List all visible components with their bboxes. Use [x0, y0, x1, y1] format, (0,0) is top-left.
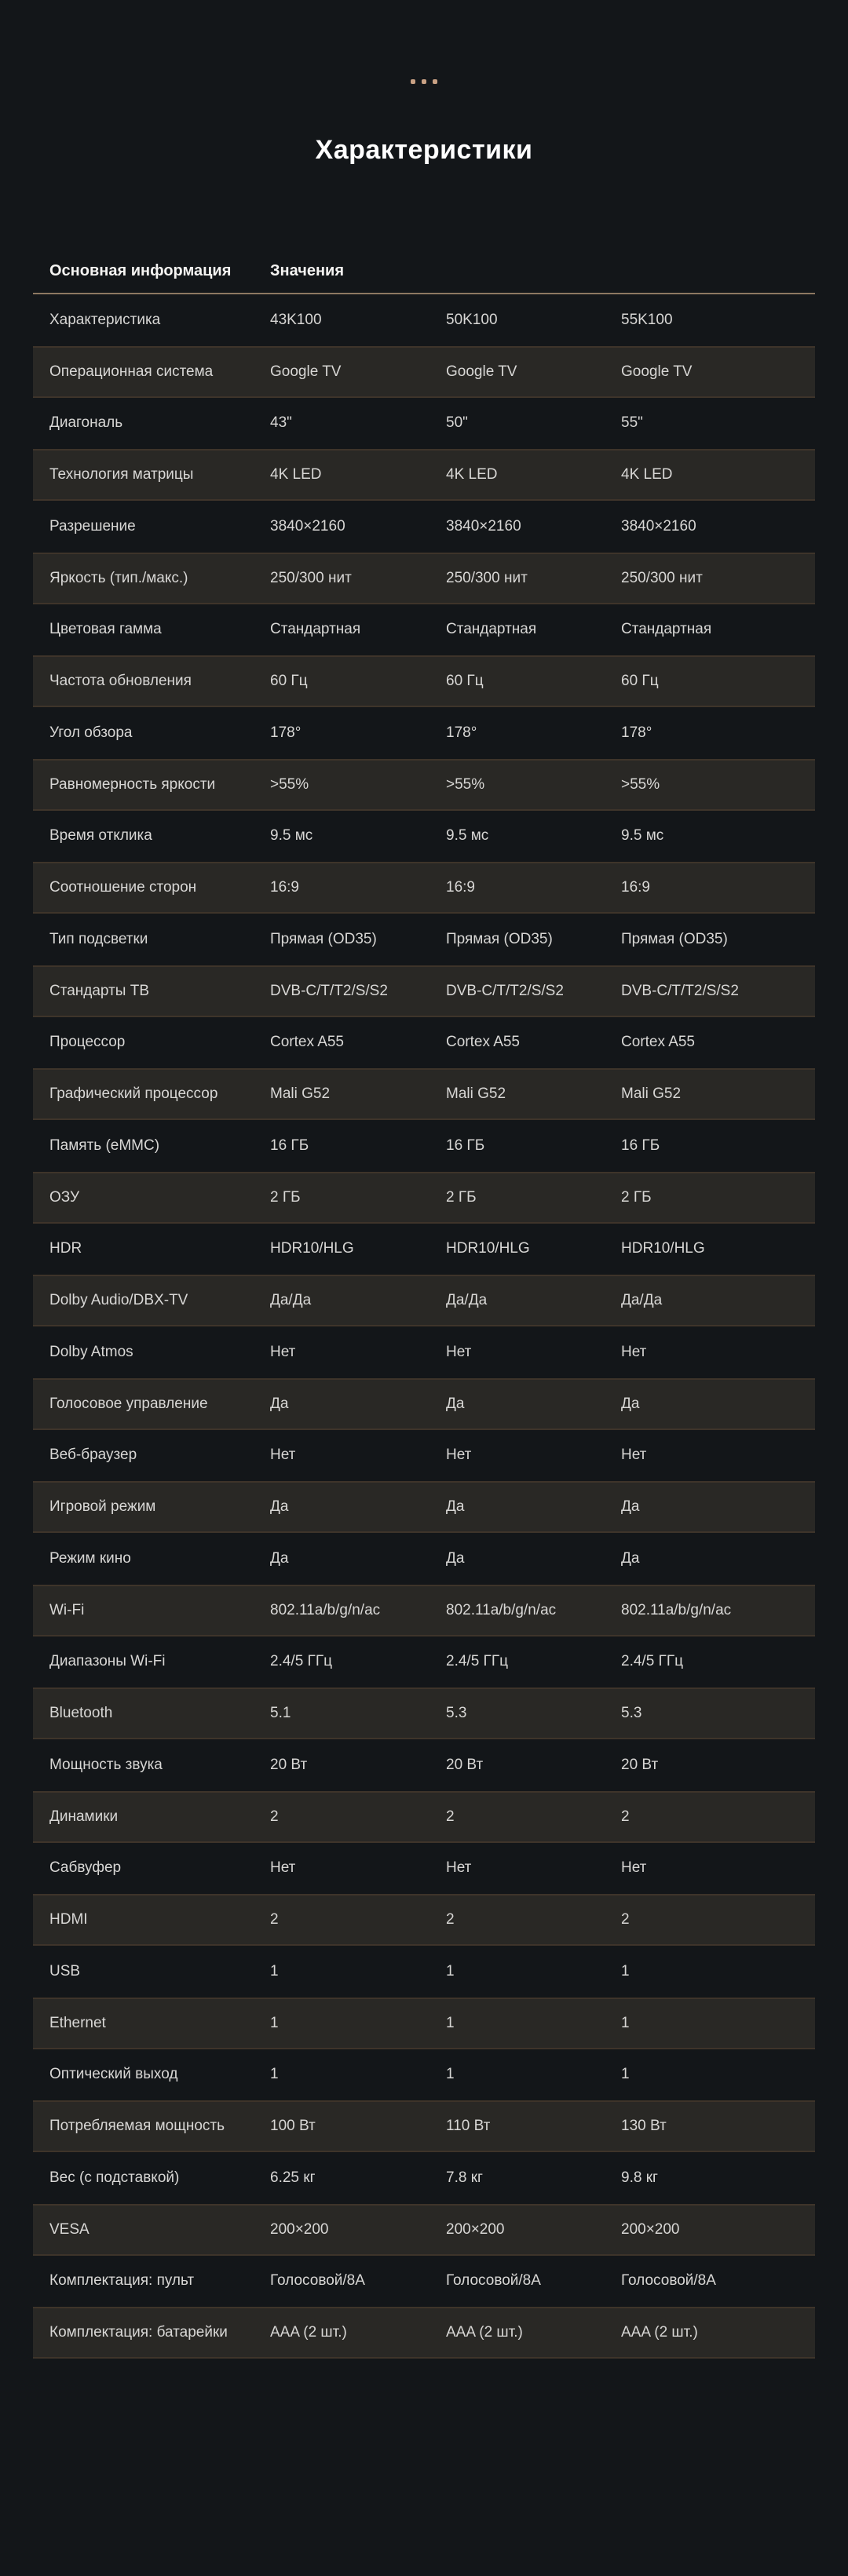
row-value-55k100: Нет: [621, 1859, 647, 1877]
row-value-55k100: Нет: [621, 1343, 647, 1360]
row-label: Диагональ: [49, 414, 123, 432]
row-value-43k100: Да/Да: [270, 1292, 312, 1309]
row-value-43k100: 1: [270, 1962, 279, 1979]
row-value-50k100: 2: [446, 1808, 455, 1825]
row-value-55k100: 20 Вт: [621, 1756, 659, 1773]
row-value-43k100: Google TV: [270, 363, 342, 380]
row-value-55k100: 3840×2160: [621, 517, 696, 535]
row-value-50k100: 178°: [446, 724, 477, 741]
row-label: Комплектация: батарейки: [49, 2324, 228, 2341]
row-value-43k100: Прямая (OD35): [270, 930, 377, 947]
row-value-50k100: 5.3: [446, 1705, 467, 1722]
row-value-43k100: Да: [270, 1498, 289, 1516]
row-value-43k100: Голосовой/8А: [270, 2272, 365, 2290]
row-label: Dolby Atmos: [49, 1343, 133, 1360]
row-value-50k100: 1: [446, 2066, 455, 2083]
row-value-43k100: 2 ГБ: [270, 1188, 301, 1206]
row-value-55k100: 200×200: [621, 2220, 680, 2238]
table-row: [33, 346, 815, 398]
row-value-55k100: 2.4/5 ГГц: [621, 1653, 683, 1670]
row-label: Диапазоны Wi-Fi: [49, 1653, 166, 1670]
table-row: [33, 553, 815, 604]
row-label: Характеристика: [49, 311, 161, 328]
row-label: Время отклика: [49, 827, 152, 845]
row-value-55k100: Прямая (OD35): [621, 930, 728, 947]
row-label: Комплектация: пульт: [49, 2272, 195, 2290]
row-label: Голосовое управление: [49, 1395, 208, 1412]
row-value-43k100: HDR10/HLG: [270, 1240, 354, 1257]
row-value-50k100: 50K100: [446, 311, 498, 328]
table-row: [33, 1224, 815, 1275]
table-row: [33, 759, 815, 811]
row-value-43k100: 200×200: [270, 2220, 329, 2238]
table-row: [33, 914, 815, 965]
row-value-55k100: AAA (2 шт.): [621, 2324, 698, 2341]
row-label: Сабвуфер: [49, 1859, 122, 1877]
row-value-50k100: 16:9: [446, 879, 475, 896]
row-value-50k100: 200×200: [446, 2220, 505, 2238]
row-value-50k100: 110 Вт: [446, 2118, 491, 2135]
table-row: [33, 1946, 815, 1998]
table-row: [33, 2100, 815, 2152]
row-value-50k100: 7.8 кг: [446, 2169, 483, 2186]
row-label: Потребляемая мощность: [49, 2118, 225, 2135]
table-row: [33, 1636, 815, 1688]
row-value-50k100: >55%: [446, 775, 485, 793]
row-value-43k100: 802.11a/b/g/n/ac: [270, 1601, 381, 1618]
row-label: Тип подсветки: [49, 930, 148, 947]
row-label: Стандарты ТВ: [49, 982, 149, 999]
row-value-50k100: 60 Гц: [446, 673, 484, 690]
row-label: Wi-Fi: [49, 1601, 85, 1618]
row-value-43k100: 4K LED: [270, 466, 322, 483]
row-label: Динамики: [49, 1808, 119, 1825]
row-value-43k100: Да: [270, 1549, 289, 1567]
row-value-50k100: Да/Да: [446, 1292, 488, 1309]
row-value-50k100: Прямая (OD35): [446, 930, 553, 947]
row-value-55k100: 4K LED: [621, 466, 673, 483]
row-value-50k100: 2 ГБ: [446, 1188, 477, 1206]
row-value-55k100: Google TV: [621, 363, 693, 380]
row-value-43k100: Стандартная: [270, 621, 361, 638]
table-row: [33, 604, 815, 656]
row-label: Цветовая гамма: [49, 621, 162, 638]
table-row: [33, 707, 815, 759]
row-value-55k100: HDR10/HLG: [621, 1240, 705, 1257]
row-value-43k100: 43": [270, 414, 292, 432]
row-label: Соотношение сторон: [49, 879, 197, 896]
row-value-55k100: Да: [621, 1549, 640, 1567]
row-value-43k100: 16:9: [270, 879, 299, 896]
row-value-50k100: Нет: [446, 1859, 472, 1877]
row-value-50k100: Да: [446, 1549, 465, 1567]
table-row: [33, 2049, 815, 2101]
row-value-50k100: HDR10/HLG: [446, 1240, 530, 1257]
row-value-43k100: Mali G52: [270, 1085, 331, 1103]
table-row: [33, 398, 815, 450]
dot-icon: [422, 79, 426, 84]
row-value-43k100: >55%: [270, 775, 309, 793]
row-value-43k100: 1: [270, 2014, 279, 2031]
row-value-50k100: Да: [446, 1498, 465, 1516]
row-value-50k100: 50": [446, 414, 468, 432]
row-label: VESA: [49, 2220, 90, 2238]
row-label: Графический процессор: [49, 1085, 218, 1103]
row-value-43k100: AAA (2 шт.): [270, 2324, 347, 2341]
row-value-43k100: 20 Вт: [270, 1756, 308, 1773]
table-row: [33, 965, 815, 1017]
table-row: [33, 1688, 815, 1739]
row-value-55k100: Нет: [621, 1447, 647, 1464]
row-value-43k100: 178°: [270, 724, 302, 741]
table-row: [33, 862, 815, 914]
row-value-55k100: 9.5 мс: [621, 827, 664, 845]
row-label: Оптический выход: [49, 2066, 178, 2083]
row-value-50k100: 2: [446, 1911, 455, 1928]
table-row: [33, 1843, 815, 1895]
table-row: [33, 1430, 815, 1482]
spec-table: [33, 259, 815, 2359]
table-row: [33, 449, 815, 501]
row-value-55k100: Да: [621, 1395, 640, 1412]
row-label: Частота обновления: [49, 673, 192, 690]
row-label: HDR: [49, 1240, 82, 1257]
row-value-43k100: 1: [270, 2066, 279, 2083]
row-value-43k100: Нет: [270, 1447, 296, 1464]
row-value-50k100: DVB-C/T/T2/S/S2: [446, 982, 564, 999]
row-label: ОЗУ: [49, 1188, 80, 1206]
row-value-50k100: 9.5 мс: [446, 827, 489, 845]
row-value-50k100: 1: [446, 2014, 455, 2031]
row-value-55k100: 16:9: [621, 879, 650, 896]
three-dots-icon: [0, 79, 848, 84]
row-value-55k100: Mali G52: [621, 1085, 682, 1103]
row-value-55k100: 9.8 кг: [621, 2169, 658, 2186]
row-label: Операционная система: [49, 363, 214, 380]
table-row: [33, 2204, 815, 2256]
row-value-43k100: Да: [270, 1395, 289, 1412]
row-value-43k100: 2.4/5 ГГц: [270, 1653, 332, 1670]
row-value-43k100: DVB-C/T/T2/S/S2: [270, 982, 388, 999]
spec-table-body: [33, 294, 815, 2359]
row-label: Режим кино: [49, 1549, 131, 1567]
row-value-50k100: 3840×2160: [446, 517, 521, 535]
row-label: Веб-браузер: [49, 1447, 137, 1464]
row-value-50k100: 802.11a/b/g/n/ac: [446, 1601, 557, 1618]
row-label: Игровой режим: [49, 1498, 156, 1516]
row-label: Память (eMMC): [49, 1137, 160, 1154]
row-value-50k100: Google TV: [446, 363, 517, 380]
table-row: [33, 1791, 815, 1843]
row-value-55k100: 1: [621, 1962, 630, 1979]
row-value-50k100: 2.4/5 ГГц: [446, 1653, 508, 1670]
row-value-55k100: 250/300 нит: [621, 569, 703, 586]
row-value-43k100: 250/300 нит: [270, 569, 352, 586]
row-value-55k100: Стандартная: [621, 621, 712, 638]
row-label: Угол обзора: [49, 724, 133, 741]
table-row: [33, 294, 815, 346]
table-row: [33, 1068, 815, 1120]
row-value-43k100: 60 Гц: [270, 673, 308, 690]
row-value-43k100: 43K100: [270, 311, 322, 328]
table-row: [33, 501, 815, 553]
table-row: [33, 1585, 815, 1636]
table-row: [33, 1739, 815, 1791]
table-row: [33, 811, 815, 863]
row-value-50k100: Стандартная: [446, 621, 537, 638]
row-value-43k100: 6.25 кг: [270, 2169, 316, 2186]
dot-icon: [411, 79, 415, 84]
row-label: USB: [49, 1962, 81, 1979]
row-value-43k100: 3840×2160: [270, 517, 345, 535]
row-value-50k100: Нет: [446, 1447, 472, 1464]
table-row: [33, 1275, 815, 1326]
row-value-50k100: 1: [446, 1962, 455, 1979]
row-label: Bluetooth: [49, 1705, 113, 1722]
row-value-50k100: Нет: [446, 1343, 472, 1360]
row-value-55k100: 55": [621, 414, 643, 432]
table-row: [33, 1998, 815, 2049]
table-row: [33, 1017, 815, 1069]
row-value-43k100: 2: [270, 1808, 279, 1825]
row-value-55k100: 2: [621, 1911, 630, 1928]
table-row: [33, 1378, 815, 1430]
row-value-55k100: Да: [621, 1498, 640, 1516]
row-label: Яркость (тип./макс.): [49, 569, 188, 586]
row-label: Мощность звука: [49, 1756, 163, 1773]
row-value-43k100: 100 Вт: [270, 2118, 316, 2135]
row-value-50k100: 20 Вт: [446, 1756, 484, 1773]
row-value-55k100: DVB-C/T/T2/S/S2: [621, 982, 739, 999]
row-label: HDMI: [49, 1911, 88, 1928]
row-value-55k100: 802.11a/b/g/n/ac: [621, 1601, 732, 1618]
row-value-50k100: AAA (2 шт.): [446, 2324, 523, 2341]
row-value-43k100: 2: [270, 1911, 279, 1928]
row-value-43k100: Нет: [270, 1343, 296, 1360]
row-value-55k100: Да/Да: [621, 1292, 663, 1309]
header-param-column: Основная информация: [49, 261, 232, 279]
table-row: [33, 1120, 815, 1172]
row-value-55k100: 130 Вт: [621, 2118, 667, 2135]
table-row: [33, 1481, 815, 1533]
row-value-43k100: 5.1: [270, 1705, 291, 1722]
page-title: Характеристики: [315, 135, 533, 165]
row-value-55k100: 5.3: [621, 1705, 642, 1722]
row-value-55k100: 55K100: [621, 311, 673, 328]
row-value-55k100: 1: [621, 2066, 630, 2083]
table-row: [33, 1533, 815, 1585]
table-row: [33, 655, 815, 707]
spec-table-header: [33, 259, 815, 283]
table-row: [33, 2307, 815, 2359]
row-value-43k100: Нет: [270, 1859, 296, 1877]
row-value-50k100: Голосовой/8А: [446, 2272, 541, 2290]
row-label: Равномерность яркости: [49, 775, 216, 793]
row-value-55k100: 60 Гц: [621, 673, 659, 690]
row-value-55k100: 178°: [621, 724, 652, 741]
row-value-43k100: 16 ГБ: [270, 1137, 309, 1154]
table-row: [33, 1894, 815, 1946]
dot-icon: [433, 79, 437, 84]
row-value-50k100: Да: [446, 1395, 465, 1412]
table-row: [33, 1172, 815, 1224]
table-row: [33, 1326, 815, 1378]
row-value-43k100: Cortex A55: [270, 1034, 344, 1051]
row-value-50k100: 4K LED: [446, 466, 498, 483]
row-value-55k100: Голосовой/8А: [621, 2272, 716, 2290]
row-value-55k100: 16 ГБ: [621, 1137, 660, 1154]
row-value-50k100: 16 ГБ: [446, 1137, 485, 1154]
row-label: Вес (с подставкой): [49, 2169, 180, 2186]
row-value-55k100: 1: [621, 2014, 630, 2031]
row-value-55k100: >55%: [621, 775, 660, 793]
row-label: Разрешение: [49, 517, 136, 535]
row-value-55k100: 2: [621, 1808, 630, 1825]
row-label: Процессор: [49, 1034, 126, 1051]
row-value-50k100: Cortex A55: [446, 1034, 520, 1051]
row-value-50k100: Mali G52: [446, 1085, 506, 1103]
table-row: [33, 2152, 815, 2204]
row-label: Ethernet: [49, 2014, 106, 2031]
row-label: Технология матрицы: [49, 466, 194, 483]
row-value-50k100: 250/300 нит: [446, 569, 528, 586]
row-value-43k100: 9.5 мс: [270, 827, 313, 845]
row-label: Dolby Audio/DBX-TV: [49, 1292, 188, 1309]
row-value-55k100: Cortex A55: [621, 1034, 695, 1051]
table-row: [33, 2256, 815, 2308]
header-values-column: Значения: [270, 261, 345, 279]
row-value-55k100: 2 ГБ: [621, 1188, 652, 1206]
